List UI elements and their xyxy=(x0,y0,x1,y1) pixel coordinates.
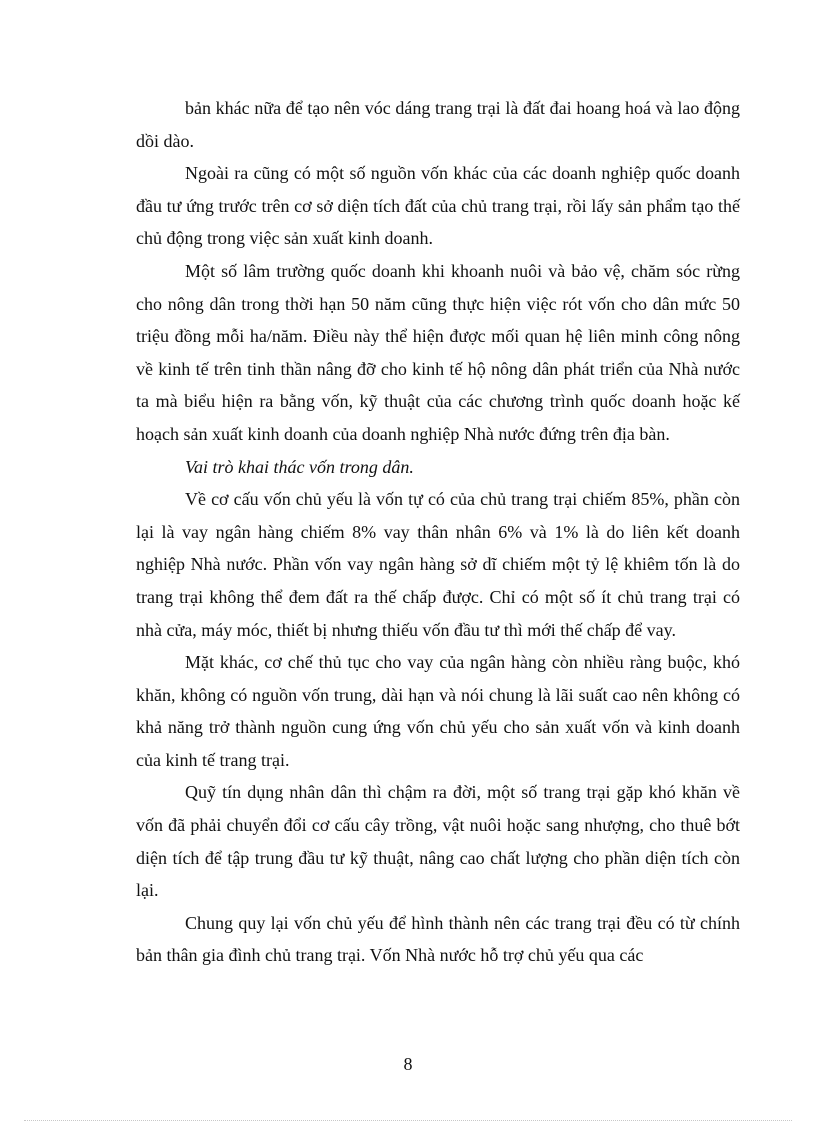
paragraph-capital-structure: Về cơ cấu vốn chủ yếu là vốn tự có của chủ trang trại chiếm 85%, phần còn lại là vay ngân hàng chiếm 8% vay thân nhân 6% và 1% là do liên kết doanh nghiệp Nhà nước. Phần vốn vay ngân hàng sở dĩ chiếm một tỷ lệ khiêm tốn là do trang trại không thể đem đất ra thế chấp được. Chỉ có một số ít chủ trang trại có nhà cửa, máy móc, thiết bị nhưng thiếu vốn đầu tư thì mới thế chấp để vay. xyxy=(136,489,740,640)
paragraph-continuation: bản khác nữa để tạo nên vóc dáng trang trại là đất đai hoang hoá và lao động dồi dào. xyxy=(136,98,740,151)
section-heading-role-of-capital: Vai trò khai thác vốn trong dân. xyxy=(185,456,414,477)
paragraph-conclusion: Chung quy lại vốn chủ yếu để hình thành nên các trang trại đều có từ chính bản thân gia đình chủ trang trại. Vốn Nhà nước hỗ trợ chủ yếu qua các xyxy=(136,912,740,966)
paragraph-bank-lending: Mặt khác, cơ chế thủ tục cho vay của ngân hàng còn nhiều ràng buộc, khó khăn, không có nguồn vốn trung, dài hạn và nói chung là lãi suất cao nên không có khả năng trở thành nguồn cung ứng vốn chủ yếu cho sản xuất vốn và kinh doanh của kinh tế trang trại. xyxy=(136,652,740,770)
paragraph-other-capital-sources: Ngoài ra cũng có một số nguồn vốn khác của các doanh nghiệp quốc doanh đầu tư ứng trước trên cơ sở diện tích đất của chủ trang trại, rồi lấy sản phẩm tạo thế chủ động trong việc sản xuất kinh doanh. xyxy=(136,163,740,249)
page-bottom-divider xyxy=(24,1120,792,1121)
paragraph-credit-fund: Quỹ tín dụng nhân dân thì chậm ra đời, một số trang trại gặp khó khăn về vốn đã phải chuyển đổi cơ cấu cây trồng, vật nuôi hoặc sang nhượng, cho thuê bớt diện tích để tập trung đầu tư kỹ thuật, nâng cao chất lượng cho phần diện tích còn lại. xyxy=(136,782,740,901)
document-body xyxy=(136,92,740,972)
page-number: 8 xyxy=(403,1054,413,1074)
paragraph-state-forestry: Một số lâm trường quốc doanh khi khoanh nuôi và bảo vệ, chăm sóc rừng cho nông dân trong thời hạn 50 năm cũng thực hiện việc rót vốn cho dân mức 50 triệu đồng mỗi ha/năm. Điều này thể hiện được mối quan hệ liên minh công nông về kinh tế trên tinh thần nâng đỡ cho kinh tế hộ nông dân phát triển của Nhà nước ta mà biểu hiện ra bằng vốn, kỹ thuật của các chương trình quốc doanh hoặc kế hoạch sản xuất kinh doanh của doanh nghiệp Nhà nước đứng trên địa bàn. xyxy=(136,260,740,444)
